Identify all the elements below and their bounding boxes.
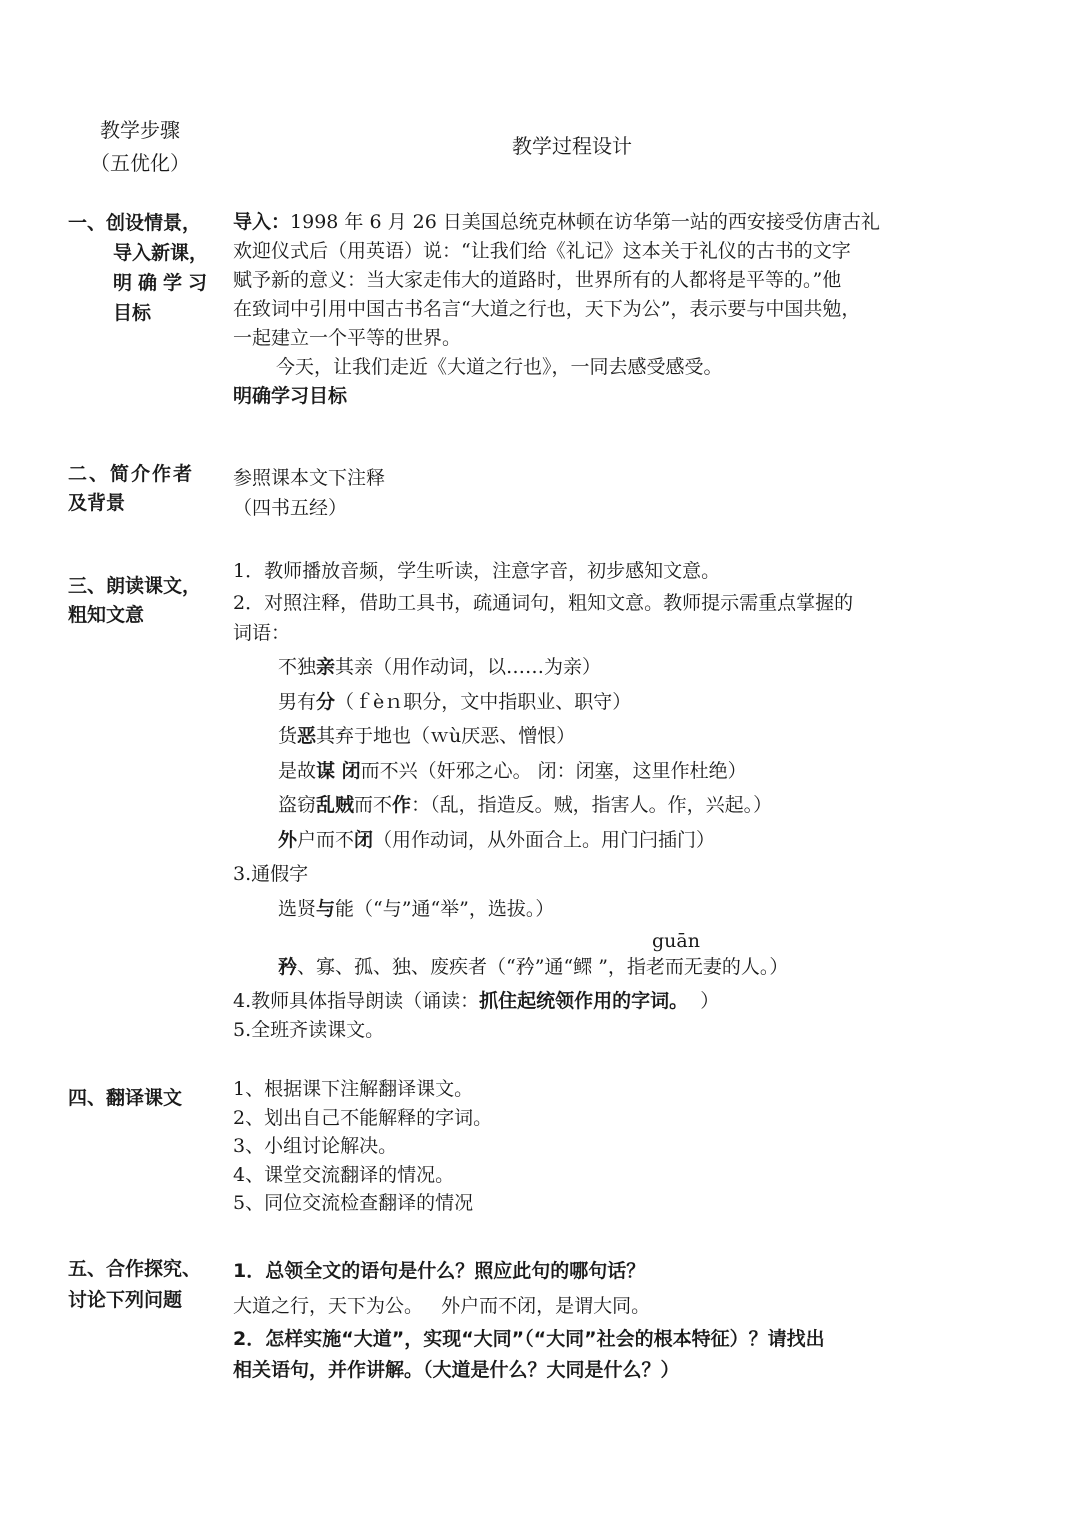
step-3: 3.通假字 xyxy=(233,863,309,885)
column-header-steps-line1: 教学步骤 xyxy=(100,118,180,142)
pinyin-annotation: guān xyxy=(652,930,700,952)
column-header-process: 教学过程设计 xyxy=(512,134,632,158)
intro-line: 一起建立一个平等的世界。 xyxy=(233,327,462,349)
section-label-line: 目标 xyxy=(113,302,152,324)
learning-goal: 明确学习目标 xyxy=(233,385,348,407)
vocab-key: 作 xyxy=(392,794,412,816)
section-label-line: 三、朗读课文， xyxy=(68,575,202,597)
tongjia-key: 与 xyxy=(316,898,336,920)
intro-line: 欢迎仪式后（用英语）说：“让我们给《礼记》这本关于礼仪的古书的文字 xyxy=(233,240,851,262)
intro-line: 赋予新的意义：当大家走伟大的道路时，世界所有的人都将是平等的。”他 xyxy=(233,269,842,291)
vocab-key: 亲 xyxy=(316,656,336,678)
section-5-label xyxy=(68,1254,201,1316)
section-1-label xyxy=(68,208,213,328)
vocab-key: 谋 闭 xyxy=(316,759,361,782)
vocab-item: 不独亲其亲（用作动词，以……为亲） xyxy=(278,656,602,678)
step-2-line1: 2．对照注释，借助工具书，疏通词句，粗知文意。教师提示需重点掌握的 xyxy=(233,592,854,614)
section-label-line: 粗知文意 xyxy=(68,604,145,626)
list-item: 5、同位交流检查翻译的情况 xyxy=(233,1192,474,1214)
list-item: 1、根据课下注解翻译课文。 xyxy=(233,1078,474,1100)
tongjia-item: 选贤与能（“与”通“举”，选拔。） xyxy=(278,898,555,920)
list-item: 4、课堂交流翻译的情况。 xyxy=(233,1163,455,1186)
section-label-line: 明确学习 xyxy=(113,272,214,294)
intro-lead: 导入： xyxy=(233,211,291,233)
question-2-line2: 相关语句，并作讲解。（大道是什么？大同是什么？） xyxy=(233,1359,680,1381)
section-label-line: 及背景 xyxy=(68,492,126,514)
section-label-line: 五、合作探究、 xyxy=(68,1258,202,1280)
section-1-content xyxy=(233,208,880,411)
step-1: 1．教师播放音频，学生听读，注意字音，初步感知文意。 xyxy=(233,560,721,582)
vocab-item: 男有分（ｆèｎ职分，文中指职业、职守） xyxy=(278,690,632,713)
section-3-label xyxy=(68,572,201,630)
intro-line: 在致词中引用中国古书名言“大道之行也，天下为公”，表示要与中国共勉， xyxy=(233,298,861,320)
section-label-line: 一、创设情景， xyxy=(68,212,202,234)
reference-line: 参照课本文下注释 xyxy=(233,467,386,489)
section-2-label xyxy=(68,460,194,518)
tongjia-key: 矜 xyxy=(278,956,298,978)
vocab-list xyxy=(278,650,772,857)
intro-text: 1998 年 6 月 26 日美国总统克林顿在访华第一站的西安接受仿唐古礼 xyxy=(290,211,880,233)
section-label-line: 导入新课， xyxy=(113,242,209,264)
section-4-label: 四、翻译课文 xyxy=(68,1087,183,1109)
question-1: 1．总领全文的语句是什么？照应此句的哪句话？ xyxy=(233,1260,646,1282)
list-item: 2、划出自己不能解释的字词。 xyxy=(233,1106,493,1129)
vocab-key: 恶 xyxy=(297,725,317,747)
column-header-steps-line2: （五优化） xyxy=(90,151,190,175)
section-label-line: 二、简介作者 xyxy=(68,463,195,485)
list-item: 3、小组讨论解决。 xyxy=(233,1135,398,1157)
answer-1: 大道之行，天下为公。 外户而不闭，是谓大同。 xyxy=(233,1295,651,1317)
vocab-key: 外 xyxy=(278,828,298,851)
vocab-key: 乱贼 xyxy=(316,794,355,816)
vocab-key: 闭 xyxy=(354,828,374,851)
step-4-emphasis: 抓住起统领作用的字词。 xyxy=(479,990,689,1012)
column-header-steps xyxy=(70,114,210,176)
tongjia-item: 矜、寡、孤、独、废疾者（“矜”通“鳏 ”，指老而无妻的人。） xyxy=(278,956,789,978)
vocab-item: 盗窃乱贼而不作：（乱，指造反。贼，指害人。作，兴起。） xyxy=(278,794,773,816)
reference-line: （四书五经） xyxy=(233,497,348,519)
section-4-content xyxy=(233,1075,492,1218)
intro-line xyxy=(233,208,880,237)
step-4: 4.教师具体指导朗读（诵读：抓住起统领作用的字词。 ） xyxy=(233,990,720,1012)
today-line: 今天，让我们走近《大道之行也》，一同去感受感受。 xyxy=(276,356,723,378)
step-5: 5.全班齐读课文。 xyxy=(233,1019,385,1041)
vocab-item: 是故谋 闭而不兴（奸邪之心。 闭：闭塞，这里作杜绝） xyxy=(278,759,747,782)
vocab-item: 外户而不闭（用作动词，从外面合上。用门闩插门） xyxy=(278,828,716,851)
vocab-key: 分 xyxy=(316,690,336,713)
section-2-content xyxy=(233,463,385,523)
question-2 xyxy=(233,1324,825,1386)
question-2-line1: 2．怎样实施“大道”，实现“大同”（“大同”社会的根本特征）？请找出 xyxy=(233,1328,825,1350)
section-label-line: 讨论下列问题 xyxy=(68,1289,183,1311)
section-3-content xyxy=(233,556,853,648)
step-2-line2: 词语： xyxy=(233,622,291,644)
vocab-item: 货恶其弃于地也（ｗù厌恶、憎恨） xyxy=(278,725,576,747)
